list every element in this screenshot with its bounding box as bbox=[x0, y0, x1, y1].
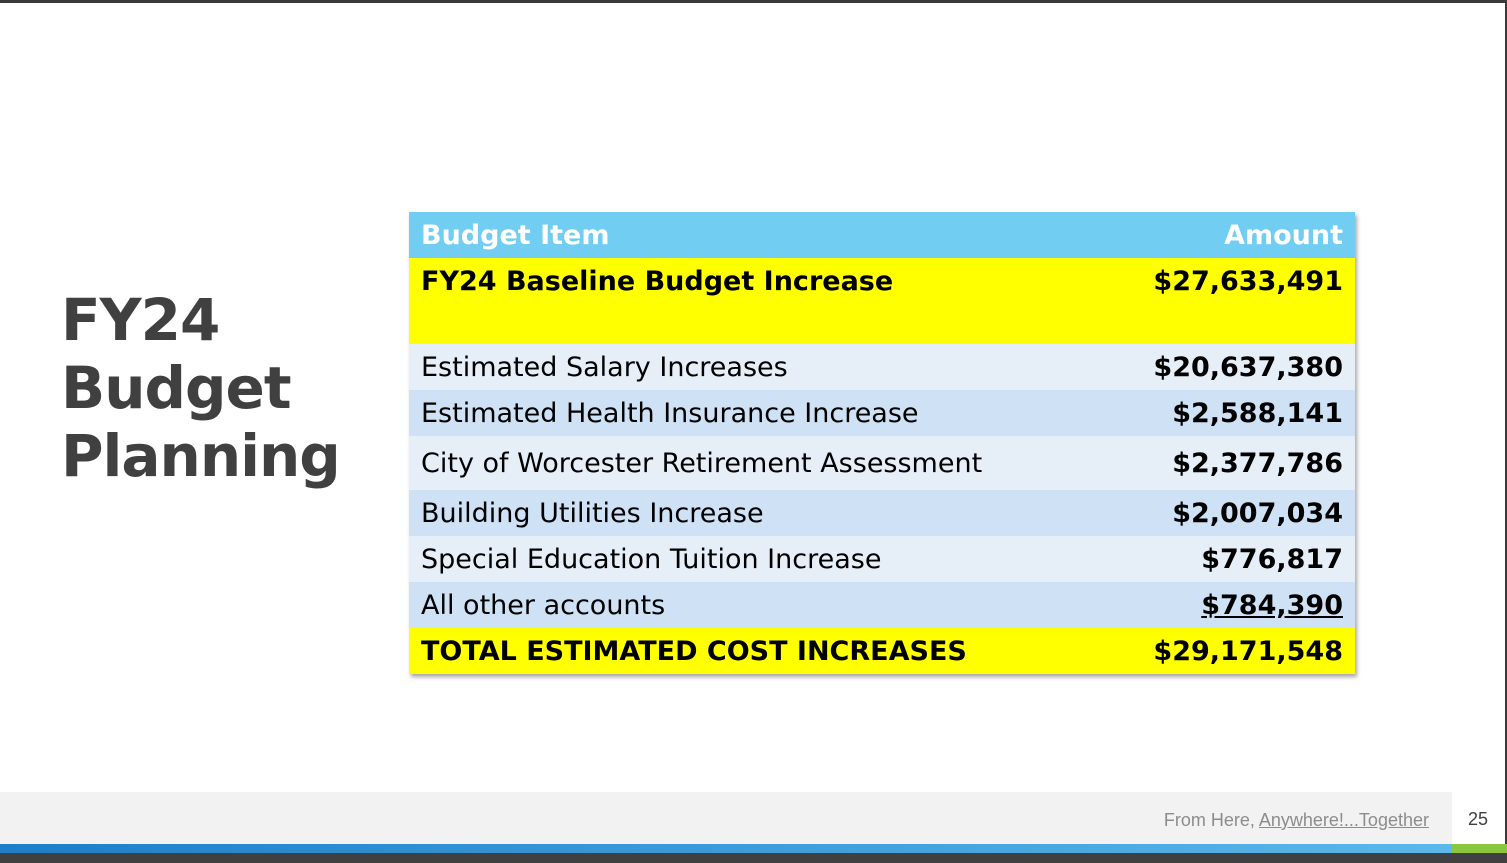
baseline-row bbox=[409, 258, 1355, 344]
top-border bbox=[0, 0, 1507, 3]
baseline-amount: $27,633,491 bbox=[1059, 258, 1355, 344]
row-amount: $2,377,786 bbox=[1059, 436, 1355, 490]
header-amount: Amount bbox=[1059, 212, 1355, 258]
slide-title bbox=[61, 286, 340, 490]
row-label: Estimated Salary Increases bbox=[409, 344, 1059, 390]
table-row bbox=[409, 390, 1355, 436]
row-label: Building Utilities Increase bbox=[409, 490, 1059, 536]
row-amount: $2,007,034 bbox=[1059, 490, 1355, 536]
table-row bbox=[409, 436, 1355, 490]
header-budget-item: Budget Item bbox=[409, 212, 1059, 258]
footer-tagline-prefix: From Here, bbox=[1163, 810, 1259, 830]
total-label: TOTAL ESTIMATED COST INCREASES bbox=[409, 628, 1059, 674]
baseline-label: FY24 Baseline Budget Increase bbox=[409, 258, 1059, 344]
bottom-border bbox=[0, 853, 1507, 863]
budget-table bbox=[409, 212, 1355, 674]
row-amount: $20,637,380 bbox=[1059, 344, 1355, 390]
footer-accent-green bbox=[1452, 844, 1507, 853]
footer-tagline-link[interactable]: Anywhere!...Together bbox=[1258, 810, 1429, 830]
row-label: Special Education Tuition Increase bbox=[409, 536, 1059, 582]
title-line-1: FY24 bbox=[61, 286, 220, 354]
row-label: All other accounts bbox=[409, 582, 1059, 628]
title-line-2: Budget bbox=[61, 354, 291, 422]
table-header-row bbox=[409, 212, 1355, 258]
page-number: 25 bbox=[1468, 809, 1489, 829]
title-line-3: Planning bbox=[61, 422, 340, 490]
total-row bbox=[409, 628, 1355, 674]
table-row bbox=[409, 344, 1355, 390]
table-row bbox=[409, 536, 1355, 582]
row-amount: $2,588,141 bbox=[1059, 390, 1355, 436]
table-row bbox=[409, 490, 1355, 536]
total-amount: $29,171,548 bbox=[1059, 628, 1355, 674]
table-row bbox=[409, 582, 1355, 628]
row-amount: $776,817 bbox=[1059, 536, 1355, 582]
row-label: Estimated Health Insurance Increase bbox=[409, 390, 1059, 436]
footer-accent-blue bbox=[0, 844, 1452, 853]
footer-tagline bbox=[1164, 810, 1429, 831]
row-amount: $784,390 bbox=[1059, 582, 1355, 628]
row-label: City of Worcester Retirement Assessment bbox=[409, 436, 1059, 490]
